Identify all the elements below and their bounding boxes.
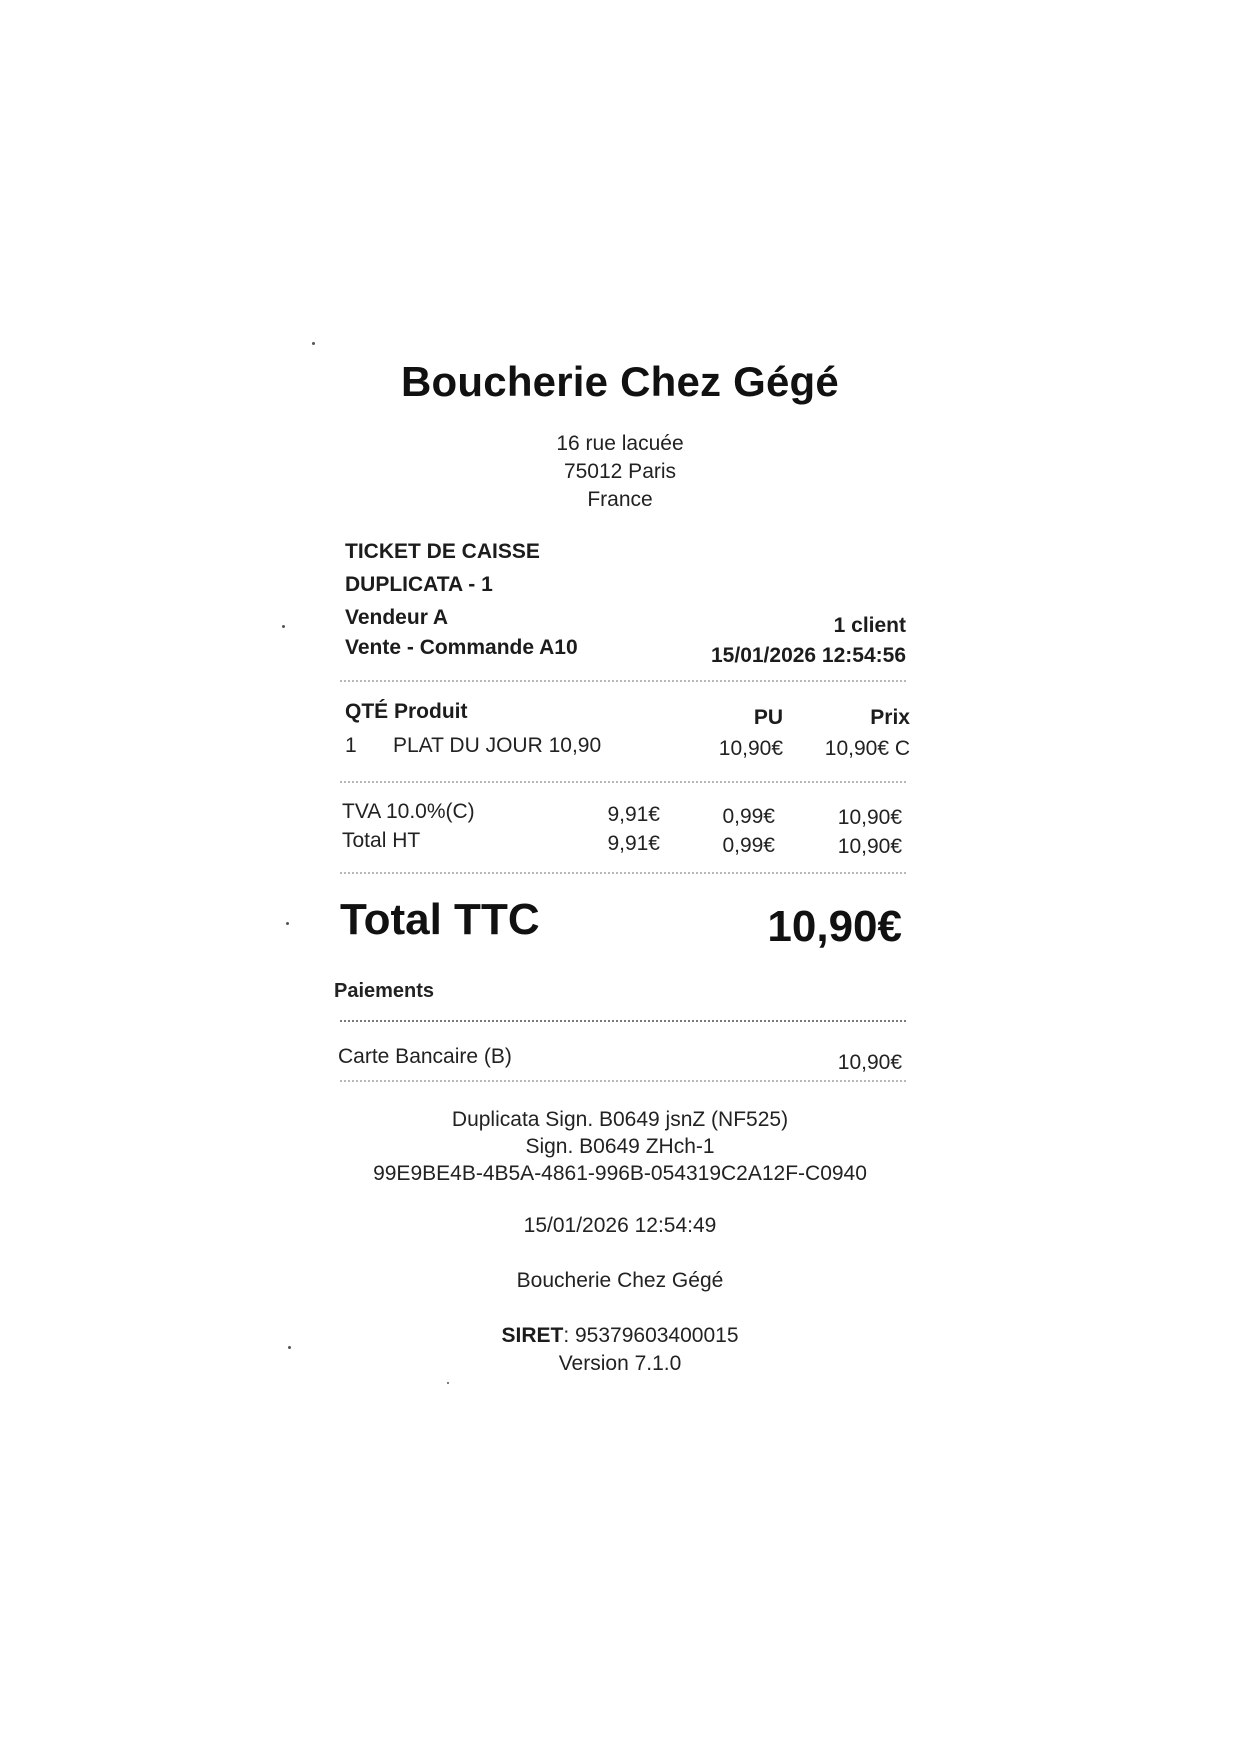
software-version: Version 7.1.0 [558, 1352, 682, 1375]
scan-speck [286, 922, 289, 925]
store-name: Boucherie Chez Gégé [401, 358, 839, 405]
siret-value: : 95379603400015 [563, 1324, 739, 1347]
item-qty: 1 [345, 734, 357, 757]
ticket-sale: Vente - Commande A10 [345, 636, 578, 659]
tax-rate-ttc: 10,90€ [837, 806, 902, 829]
siret-line [330, 1324, 910, 1348]
ticket-duplicate: DUPLICATA - 1 [345, 573, 493, 596]
duplicate-signature: Duplicata Sign. B0649 jsnZ (NF525) [451, 1108, 789, 1131]
payment-amount: 10,90€ [837, 1051, 902, 1074]
ticket-datetime: 15/01/2026 12:54:56 [711, 644, 906, 667]
ticket-seller: Vendeur A [345, 606, 449, 629]
separator [340, 872, 906, 874]
item-price: 10,90€ C [824, 737, 910, 760]
scan-speck [312, 342, 315, 345]
ticket-type: TICKET DE CAISSE [345, 540, 540, 563]
tax-rate-tva: 0,99€ [722, 805, 775, 828]
payment-method: Carte Bancaire (B) [338, 1045, 512, 1068]
col-qty-product: QTÉ Produit [345, 700, 468, 723]
ticket-clients: 1 client [833, 614, 906, 637]
separator [340, 1020, 906, 1022]
item-unit-price: 10,90€ [718, 737, 783, 760]
payments-title: Paiements [334, 980, 435, 1002]
address-city: 75012 Paris [563, 460, 677, 483]
footer-store-name: Boucherie Chez Gégé [516, 1269, 724, 1292]
total-ttc-value: 10,90€ [767, 902, 902, 951]
col-price: Prix [870, 706, 910, 729]
total-ht-ht: 9,91€ [607, 832, 660, 855]
total-ttc-label: Total TTC [340, 895, 540, 944]
print-datetime: 15/01/2026 12:54:49 [523, 1214, 717, 1237]
scan-speck [282, 625, 285, 628]
separator [340, 680, 906, 682]
address-country: France [587, 488, 653, 511]
item-product: PLAT DU JOUR 10,90 [393, 734, 602, 757]
separator [340, 1080, 906, 1082]
address-street: 16 rue lacuée [556, 432, 684, 455]
total-ht-tva: 0,99€ [722, 834, 775, 857]
signature: Sign. B0649 ZHch-1 [525, 1135, 715, 1158]
total-ht-label: Total HT [342, 829, 421, 852]
total-ht-ttc: 10,90€ [837, 835, 902, 858]
separator [340, 781, 906, 783]
col-unit-price: PU [753, 706, 783, 729]
siret-label: SIRET [501, 1324, 564, 1347]
signature-hash: 99E9BE4B-4B5A-4861-996B-054319C2A12F-C0940 [373, 1162, 867, 1185]
scan-speck [288, 1346, 291, 1349]
tax-rate-label: TVA 10.0%(C) [342, 800, 475, 823]
receipt [330, 340, 910, 1420]
tax-rate-ht: 9,91€ [607, 803, 660, 826]
